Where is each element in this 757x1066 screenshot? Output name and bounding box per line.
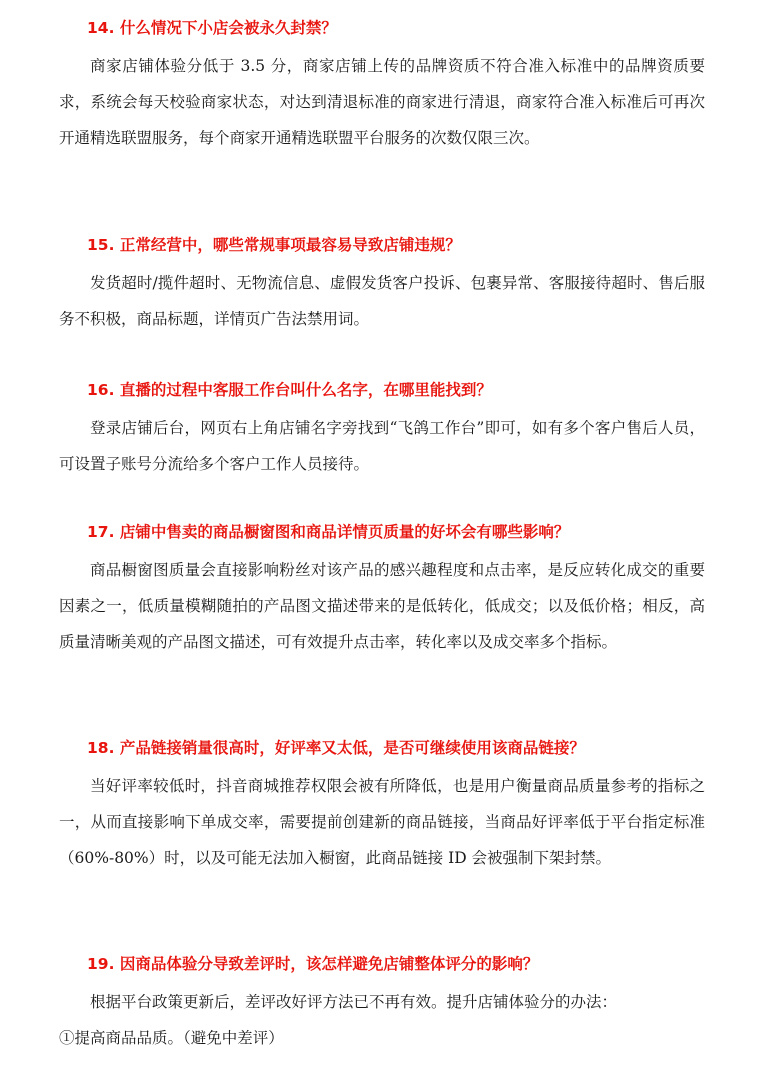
faq-section-19 (55, 944, 705, 1056)
faq-section-17 (55, 512, 705, 660)
faq-section-16 (55, 370, 705, 482)
question-heading: 16. 直播的过程中客服工作台叫什么名字，在哪里能找到？ (87, 381, 492, 399)
faq-section-18 (55, 728, 705, 876)
question-heading: 15. 正常经营中，哪些常规事项最容易导致店铺违规？ (87, 236, 461, 254)
answer-paragraph: 商品橱窗图质量会直接影响粉丝对该产品的感兴趣程度和点击率，是反应转化成交的重要因素之一，低质量模糊随拍的产品图文描述带来的是低转化，低成交；以及低价格；相反，高质量清晰美观的产品图文描述，可有效提升点击率，转化率以及成交率多个指标。 (59, 561, 705, 651)
answer-list-item: ①提高商品品质。（避免中差评） (59, 1029, 284, 1047)
question-heading: 17. 店铺中售卖的商品橱窗图和商品详情页质量的好坏会有哪些影响？ (87, 523, 570, 541)
question-heading: 19. 因商品体验分导致差评时，该怎样避免店铺整体评分的影响？ (87, 955, 539, 973)
question-heading: 14. 什么情况下小店会被永久封禁？ (87, 19, 337, 37)
answer-paragraph: 发货超时/揽件超时、无物流信息、虚假发货客户投诉、包裹异常、客服接待超时、售后服务不积极，商品标题，详情页广告法禁用词。 (59, 274, 705, 328)
answer-paragraph: 登录店铺后台，网页右上角店铺名字旁找到“飞鸽工作台”即可，如有多个客户售后人员，可设置子账号分流给多个客户工作人员接待。 (59, 419, 705, 473)
answer-paragraph: 根据平台政策更新后，差评改好评方法已不再有效。提升店铺体验分的办法： (90, 993, 618, 1011)
faq-section-14 (55, 8, 705, 156)
answer-paragraph: 当好评率较低时，抖音商城推荐权限会被有所降低，也是用户衡量商品质量参考的指标之一，从而直接影响下单成交率，需要提前创建新的商品链接，当商品好评率低于平台指定标准（60%-80%）时，以及可能无法加入橱窗，此商品链接 ID 会被强制下架封禁。 (59, 777, 705, 867)
question-heading: 18. 产品链接销量很高时，好评率又太低，是否可继续使用该商品链接？ (87, 739, 585, 757)
answer-paragraph: 商家店铺体验分低于 3.5 分，商家店铺上传的品牌资质不符合准入标准中的品牌资质要求，系统会每天校验商家状态，对达到清退标准的商家进行清退，商家符合准入标准后可再次开通精选联盟服务，每个商家开通精选联盟平台服务的次数仅限三次。 (59, 57, 705, 147)
faq-section-15 (55, 225, 705, 337)
